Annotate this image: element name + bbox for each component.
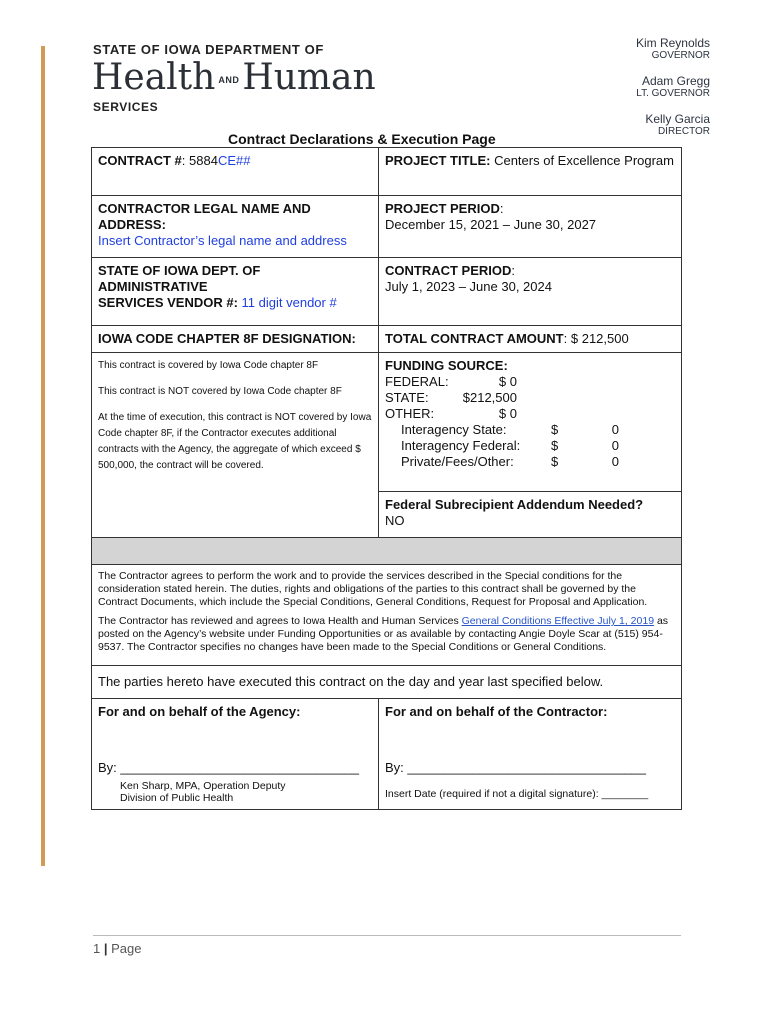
agreement-cell — [92, 565, 682, 666]
agency-signature-line[interactable]: By: _________________________________ — [98, 760, 359, 775]
contractor-signature-cell — [379, 699, 682, 810]
funding-row-value: $ 0 — [498, 406, 517, 421]
vendor-placeholder[interactable]: 11 digit vendor # — [241, 295, 337, 310]
funding-sub-name: Interagency State: — [401, 422, 507, 437]
agency-signature-cell — [92, 699, 379, 810]
general-conditions-link[interactable]: General Conditions Effective July 1, 2019 — [461, 615, 655, 627]
agreement-paragraph-2 — [98, 615, 675, 654]
grey-band — [92, 538, 682, 565]
project-title-label: PROJECT TITLE: — [385, 153, 491, 168]
funding-sub-row — [385, 422, 675, 438]
contractor-placeholder[interactable]: Insert Contractor’s legal name and address — [98, 233, 347, 248]
logo-word-human: Human — [242, 57, 376, 98]
funding-sub-currency: $ — [551, 422, 559, 437]
parties-statement-cell — [92, 666, 682, 699]
accent-bar — [41, 46, 45, 866]
logo-word-health: Health — [92, 57, 216, 98]
funding-source-cell — [379, 353, 682, 492]
officials-list — [636, 36, 710, 150]
vendor-label-line2: SERVICES VENDOR #: — [98, 295, 238, 310]
funding-row-value: $ 0 — [498, 374, 517, 389]
vendor-cell — [92, 258, 379, 326]
contract-number-prefix: 5884 — [189, 153, 218, 168]
funding-sub-currency: $ — [551, 438, 559, 453]
contract-period-cell — [379, 258, 682, 326]
project-period-label: PROJECT PERIOD — [385, 201, 500, 216]
iowa-code-options-cell — [92, 353, 379, 538]
funding-sub-value: 0 — [611, 422, 619, 437]
agreement-p2-before: The Contractor has reviewed and agrees to Iowa Health and Human Services — [98, 615, 462, 627]
funding-row — [385, 374, 675, 390]
parties-statement: The parties hereto have executed this contract on the day and year last specified below. — [98, 674, 604, 689]
iowa-code-header-cell — [92, 326, 379, 353]
contract-number-sep: : — [181, 153, 190, 168]
total-amount-value: $ 212,500 — [570, 331, 629, 346]
project-title-cell — [379, 148, 682, 196]
funding-sub-row — [385, 438, 675, 454]
footer-divider — [93, 935, 681, 936]
official-role: GOVERNOR — [651, 50, 710, 61]
contractor-label: CONTRACTOR LEGAL NAME AND ADDRESS: — [98, 201, 311, 232]
funding-sub-value: 0 — [611, 438, 619, 453]
official-director — [636, 112, 710, 138]
funding-row-value: $212,500 — [462, 390, 517, 405]
project-period-cell — [379, 196, 682, 258]
funding-sub-name: Private/Fees/Other: — [401, 454, 514, 469]
official-name: Adam Gregg — [641, 74, 710, 88]
official-name: Kim Reynolds — [635, 36, 710, 50]
project-period-sep: : — [499, 201, 504, 216]
declarations-table — [91, 147, 682, 810]
official-lt-governor — [636, 74, 710, 100]
iowa-code-option-aggregate: At the time of execution, this contract is NOT covered by Iowa Code chapter 8F, if the Contractor executes additional contracts with the Agency, the aggregate of which exceed $ 500,000, the contract will be covered. — [98, 412, 372, 471]
funding-sub-name: Interagency Federal: — [401, 438, 521, 453]
project-title-value: Centers of Excellence Program — [494, 153, 674, 168]
official-role: LT. GOVERNOR — [636, 88, 710, 99]
footer-separator: | — [103, 941, 108, 956]
logo-line-1: STATE OF IOWA DEPARTMENT OF — [93, 42, 324, 57]
total-amount-cell — [379, 326, 682, 353]
subrecipient-value: NO — [385, 513, 405, 528]
funding-row — [385, 390, 675, 406]
agency-signature-label: For and on behalf of the Agency: — [98, 704, 301, 719]
official-role: DIRECTOR — [657, 126, 710, 137]
funding-source-label: FUNDING SOURCE: — [385, 358, 508, 373]
iowa-code-option-covered: This contract is covered by Iowa Code chapter 8F — [98, 360, 319, 371]
funding-sub-currency: $ — [551, 454, 559, 469]
funding-sub-value: 0 — [611, 454, 619, 469]
page-footer — [93, 941, 142, 956]
subrecipient-cell — [379, 492, 682, 538]
agreement-paragraph-1: The Contractor agrees to perform the work and to provide the services described in the Special conditions for the consideration stated herein. The duties, rights and obligations of the parties to this contract shall be governed by the Contract Documents, which include the Special Conditions, General Conditions, Request for Proposal and Application. — [98, 570, 648, 608]
total-amount-sep: : — [563, 331, 568, 346]
official-name: Kelly Garcia — [645, 112, 710, 126]
page-number: 1 — [93, 941, 101, 956]
page-title: Contract Declarations & Execution Page — [228, 131, 496, 147]
funding-row-name: STATE: — [385, 390, 429, 405]
funding-sub-row — [385, 454, 675, 470]
contractor-signature-label: For and on behalf of the Contractor: — [385, 704, 608, 719]
contract-period-value: July 1, 2023 – June 30, 2024 — [385, 279, 552, 294]
logo-and: AND — [218, 75, 240, 85]
funding-row-name: OTHER: — [385, 406, 435, 421]
agency-signer-name: Ken Sharp, MPA, Operation Deputy — [120, 780, 286, 792]
contractor-signature-date[interactable]: Insert Date (required if not a digital signature): ________ — [385, 788, 649, 800]
agency-signer-division: Division of Public Health — [120, 792, 234, 804]
agreement-p2-after: as posted on the Agency’s website under Funding Opportunities or as available by contacting Angie Doyle Scar at (515) 954-9537. The Contractor specifies no changes have been made to the Special Conditions or General Conditions. — [98, 615, 669, 653]
page-label: Page — [111, 941, 142, 956]
funding-row-name: FEDERAL: — [385, 374, 449, 389]
subrecipient-label: Federal Subrecipient Addendum Needed? — [385, 497, 644, 512]
contractor-cell — [92, 196, 379, 258]
contract-period-label: CONTRACT PERIOD — [385, 263, 512, 278]
vendor-label-line1: STATE OF IOWA DEPT. OF ADMINISTRATIVE — [98, 263, 261, 294]
contract-number-suffix: CE## — [217, 153, 251, 168]
funding-row — [385, 406, 675, 422]
project-period-value: December 15, 2021 – June 30, 2027 — [385, 217, 597, 232]
logo-line-3: SERVICES — [93, 100, 159, 114]
contract-number-cell — [92, 148, 379, 196]
logo-wordmark — [92, 56, 376, 100]
official-governor — [636, 36, 710, 62]
iowa-code-option-not-covered: This contract is NOT covered by Iowa Code chapter 8F — [98, 386, 342, 397]
contractor-signature-line[interactable]: By: _________________________________ — [385, 760, 646, 775]
total-amount-label: TOTAL CONTRACT AMOUNT — [385, 331, 564, 346]
contract-period-sep: : — [511, 263, 516, 278]
iowa-code-label: IOWA CODE CHAPTER 8F DESIGNATION: — [98, 331, 356, 346]
contract-number-label: CONTRACT # — [98, 153, 182, 168]
